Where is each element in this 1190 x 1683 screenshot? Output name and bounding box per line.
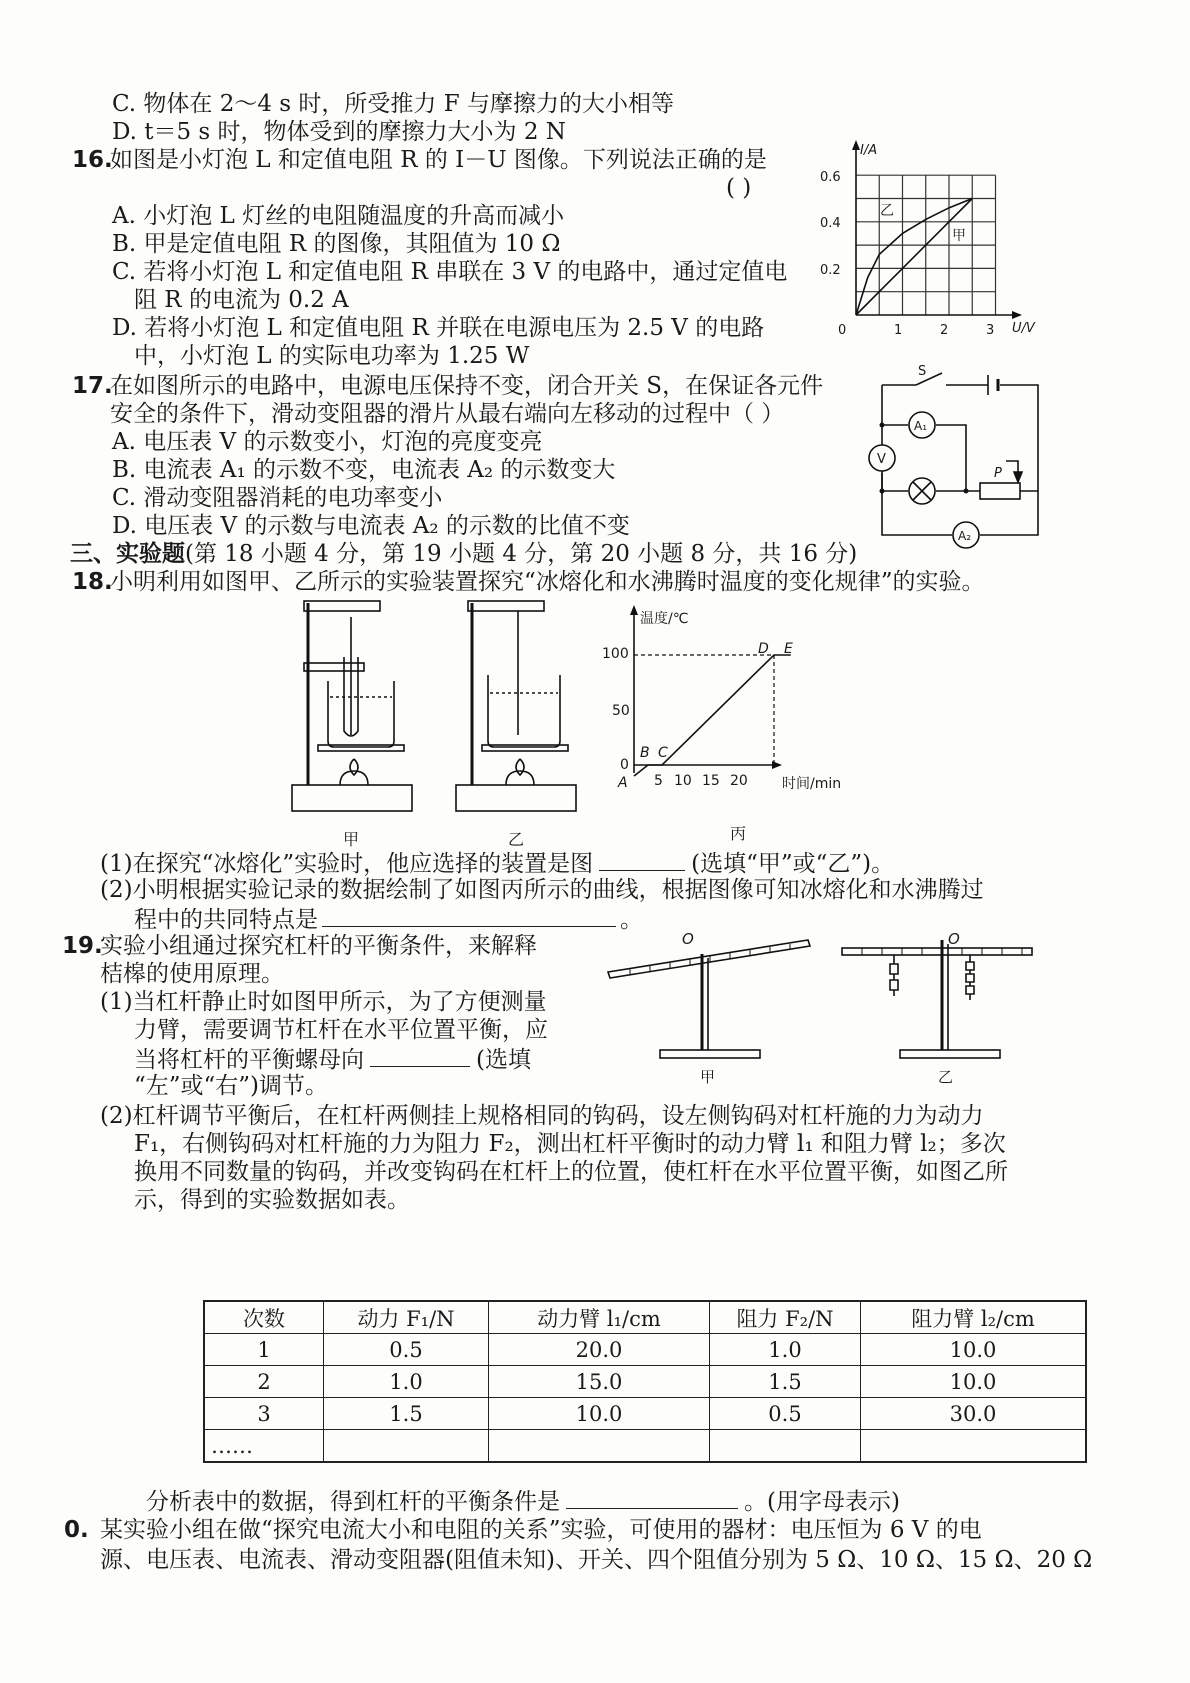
lever-data-table — [203, 1300, 1087, 1463]
iu-label-jia: 甲 — [952, 228, 966, 244]
circuit-wire — [882, 385, 1038, 535]
iu-label-yi: 乙 — [880, 203, 894, 219]
q19-part2-line1: (2)杠杆调节平衡后，在杠杆两侧挂上规格相同的钩码，设左侧钩码对杠杆施的力为动力 — [100, 1103, 984, 1129]
lever-yi-caption: 乙 — [938, 1068, 954, 1086]
q20-number: 0. — [64, 1517, 89, 1543]
q18-part2-end: 。 — [620, 907, 643, 933]
table-cell: 10.0 — [861, 1334, 1087, 1366]
q16-option-d-cont: 中，小灯泡 L 的实际电功率为 1.25 W — [134, 343, 530, 369]
circuit-wire — [882, 425, 1038, 491]
table-cell — [861, 1430, 1087, 1463]
temp-x-label: 时间/min — [782, 776, 842, 792]
table-cell: 1.5 — [710, 1366, 861, 1398]
temp-xtick: 20 — [730, 773, 748, 789]
stand-base — [456, 785, 576, 811]
iu-ytick: 0.4 — [820, 216, 841, 231]
q16-answer-paren: ( ) — [726, 175, 752, 201]
q19-part3-text: 分析表中的数据，得到杠杆的平衡条件是 — [146, 1489, 560, 1515]
stand-base — [292, 785, 412, 811]
table-row — [204, 1430, 1086, 1463]
iu-ytick: 0.6 — [820, 170, 841, 185]
q16-option-c-cont: 阻 R 的电流为 0.2 A — [134, 287, 349, 313]
q18-part2-blank[interactable] — [322, 904, 616, 927]
table-cell — [710, 1430, 861, 1463]
q17-number: 17. — [72, 373, 113, 399]
section-3-heading — [70, 540, 857, 568]
q15-option-c: C. 物体在 2～4 s 时，所受推力 F 与摩擦力的大小相等 — [112, 91, 674, 117]
table-cell: 1.5 — [324, 1398, 489, 1430]
temp-xtick: 10 — [674, 773, 692, 789]
q18-apparatus-jia — [288, 595, 418, 849]
q19-stem-line2: 桔槔的使用原理。 — [100, 961, 284, 987]
flame — [516, 759, 524, 775]
iu-xtick: 1 — [894, 323, 903, 338]
apparatus-jia-caption: 甲 — [343, 830, 360, 849]
table-header-row — [204, 1301, 1086, 1334]
table-header: 阻力臂 l₂/cm — [861, 1301, 1087, 1334]
left-hook-weights — [890, 955, 898, 996]
table-row — [204, 1366, 1086, 1398]
point-c-label: C — [658, 745, 668, 761]
rheostat-slider-arrow — [1014, 472, 1022, 482]
table-cell — [324, 1430, 489, 1463]
temp-xtick: 5 — [654, 773, 663, 789]
q17-circuit — [868, 365, 1068, 545]
q19-lever-jia — [600, 930, 830, 1086]
temp-ytick: 50 — [612, 703, 630, 719]
q17-option-c: C. 滑动变阻器消耗的电功率变小 — [112, 485, 443, 511]
lever-bar-tilted — [608, 940, 810, 978]
table-header: 动力臂 l₁/cm — [489, 1301, 710, 1334]
q19-part1-line3 — [134, 1044, 531, 1074]
temp-ytick: 100 — [602, 646, 629, 662]
iu-x-label: U/V — [1012, 321, 1035, 336]
table-cell: 0.5 — [710, 1398, 861, 1430]
test-tube-clamp — [304, 663, 364, 671]
q19-part1-line4: “左”或“右”)调节。 — [134, 1073, 329, 1099]
table-cell: 1.0 — [324, 1366, 489, 1398]
q17-option-d: D. 电压表 V 的示数与电流表 A₂ 的示数的比值不变 — [112, 513, 630, 539]
lever-jia-caption: 甲 — [700, 1068, 716, 1086]
point-d-label: D — [758, 641, 769, 657]
q16-iu-graph — [820, 140, 1060, 350]
q19-part2-line3: 换用不同数量的钩码，并改变钩码在杠杆上的位置，使杠杆在水平位置平衡，如图乙所 — [134, 1159, 1008, 1185]
temp-graph-caption: 丙 — [730, 824, 747, 843]
junction-dot — [880, 423, 885, 428]
point-a-label: A — [618, 775, 628, 791]
point-e-label: E — [784, 641, 793, 657]
q16-option-d: D. 若将小灯泡 L 和定值电阻 R 并联在电源电压为 2.5 V 的电路 — [112, 315, 765, 341]
alcohol-lamp — [506, 771, 534, 785]
junction-dot — [880, 489, 885, 494]
top-clamp — [304, 601, 380, 611]
q20-line2: 源、电压表、电流表、滑动变阻器(阻值未知)、开关、四个阻值分别为 5 Ω、10 Ω、15 Ω、20 Ω — [100, 1547, 1093, 1573]
iu-y-label: I/A — [860, 143, 878, 158]
iu-series-jia — [856, 199, 972, 316]
table-cell — [489, 1430, 710, 1463]
q18-part2-text: 程中的共同特点是 — [134, 907, 318, 933]
q17-option-a: A. 电压表 V 的示数变小，灯泡的亮度变亮 — [112, 429, 543, 455]
q16-option-c: C. 若将小灯泡 L 和定值电阻 R 串联在 3 V 的电路中，通过定值电 — [112, 259, 788, 285]
q15-option-d: D. t＝5 s 时，物体受到的摩擦力大小为 2 N — [112, 119, 566, 145]
q19-part3-hint: 。(用字母表示) — [744, 1489, 900, 1515]
iu-xtick: 0 — [838, 323, 847, 338]
q18-number: 18. — [72, 569, 113, 595]
q19-stem-line1: 实验小组通过探究杠杆的平衡条件，来解释 — [100, 933, 537, 959]
temp-xtick: 15 — [702, 773, 720, 789]
table-cell: 20.0 — [489, 1334, 710, 1366]
q18-stem: 小明利用如图甲、乙所示的实验装置探究“冰熔化和水沸腾时温度的变化规律”的实验。 — [110, 569, 985, 595]
temp-y-arrow — [630, 605, 638, 615]
q18-part1-hint: (选填“甲”或“乙”)。 — [691, 851, 895, 877]
q19-part1-hint: (选填 — [476, 1047, 531, 1073]
junction-dot — [964, 489, 969, 494]
table-cell: 0.5 — [324, 1334, 489, 1366]
switch-label: S — [918, 364, 927, 379]
q19-part2-line2: F₁，右侧钩码对杠杆施的力为阻力 F₂，测出杠杆平衡时的动力臂 l₁ 和阻力臂 l₂；多次 — [134, 1131, 1006, 1157]
section-3-note: (第 18 小题 4 分，第 19 小题 4 分，第 20 小题 8 分，共 16 分) — [185, 541, 858, 567]
ammeter-a1-label: A₁ — [914, 419, 928, 433]
q18-part2-line2 — [134, 904, 643, 934]
table-row — [204, 1398, 1086, 1430]
iu-x-arrow — [1012, 311, 1022, 319]
q19-part1-blank[interactable] — [370, 1044, 470, 1067]
q18-part2-line1: (2)小明根据实验记录的数据绘制了如图丙所示的曲线，根据图像可知冰熔化和水沸腾过 — [100, 877, 984, 903]
iu-xtick: 3 — [986, 323, 995, 338]
flame — [350, 759, 358, 775]
iu-y-arrow — [852, 140, 860, 150]
apparatus-yi-caption: 乙 — [508, 830, 525, 849]
table-header: 动力 F₁/N — [324, 1301, 489, 1334]
q16-number: 16. — [72, 147, 113, 173]
gauze-support — [482, 745, 568, 751]
slider-label: P — [994, 466, 1002, 481]
q16-option-b: B. 甲是定值电阻 R 的图像，其阻值为 10 Ω — [112, 231, 561, 257]
q18-part1-text: (1)在探究“冰熔化”实验时，他应选择的装置是图 — [100, 851, 594, 877]
pivot-o-label: O — [948, 930, 960, 948]
q19-number: 19. — [62, 933, 103, 959]
table-header: 次数 — [204, 1301, 324, 1334]
q16-option-a: A. 小灯泡 L 灯丝的电阻随温度的升高而减小 — [112, 203, 565, 229]
q17-stem-line1: 在如图所示的电路中，电源电压保持不变，闭合开关 S，在保证各元件 — [110, 373, 824, 399]
q19-part3-line — [146, 1486, 900, 1516]
q18-apparatus-yi — [452, 595, 582, 849]
q17-option-b: B. 电流表 A₁ 的示数不变，电流表 A₂ 的示数变大 — [112, 457, 616, 483]
pivot-o-label: O — [682, 930, 694, 948]
beaker — [488, 675, 560, 747]
lever-stand-base — [900, 1050, 1000, 1058]
table-cell: 3 — [204, 1398, 324, 1430]
table-cell: …… — [204, 1430, 324, 1463]
iu-ytick: 0.2 — [820, 263, 841, 278]
q19-part3-blank[interactable] — [566, 1486, 738, 1509]
temp-ytick: 0 — [620, 757, 629, 773]
q19-part1-text: 当将杠杆的平衡螺母向 — [134, 1047, 364, 1073]
table-cell: 10.0 — [489, 1398, 710, 1430]
rheostat — [980, 483, 1020, 499]
table-cell: 30.0 — [861, 1398, 1087, 1430]
ammeter-a2-label: A₂ — [958, 529, 972, 543]
q18-part1 — [100, 848, 894, 878]
beaker — [328, 681, 394, 747]
table-cell: 1 — [204, 1334, 324, 1366]
table-row — [204, 1334, 1086, 1366]
table-cell: 1.0 — [710, 1334, 861, 1366]
q19-lever-yi — [838, 930, 1038, 1086]
alcohol-lamp — [340, 771, 368, 785]
q17-stem-line2: 安全的条件下，滑动变阻器的滑片从最右端向左移动的过程中（ ） — [110, 401, 785, 427]
table-cell: 10.0 — [861, 1366, 1087, 1398]
voltmeter-label: V — [877, 452, 886, 467]
iu-xtick: 2 — [940, 323, 949, 338]
q18-temperature-graph — [602, 605, 862, 845]
q18-part1-blank[interactable] — [599, 848, 685, 871]
q19-part1-line1: (1)当杠杆静止时如图甲所示，为了方便测量 — [100, 989, 547, 1015]
right-hook-weights — [966, 955, 974, 1000]
table-cell: 15.0 — [489, 1366, 710, 1398]
section-3-title: 三、实验题 — [70, 540, 185, 567]
q20-line1: 某实验小组在做“探究电流大小和电阻的关系”实验，可使用的器材：电压恒为 6 V 的电 — [100, 1517, 982, 1543]
table-cell: 2 — [204, 1366, 324, 1398]
lever-bar-level — [842, 948, 1032, 955]
point-b-label: B — [640, 745, 650, 761]
lever-stand-base — [660, 1050, 760, 1058]
top-clamp — [468, 601, 544, 611]
q16-stem: 如图是小灯泡 L 和定值电阻 R 的 I－U 图像。下列说法正确的是 — [110, 147, 767, 173]
table-header: 阻力 F₂/N — [710, 1301, 861, 1334]
q19-part2-line4: 示，得到的实验数据如表。 — [134, 1187, 410, 1213]
temp-y-label: 温度/℃ — [640, 611, 689, 627]
q19-part1-line2: 力臂，需要调节杠杆在水平位置平衡，应 — [134, 1017, 548, 1043]
